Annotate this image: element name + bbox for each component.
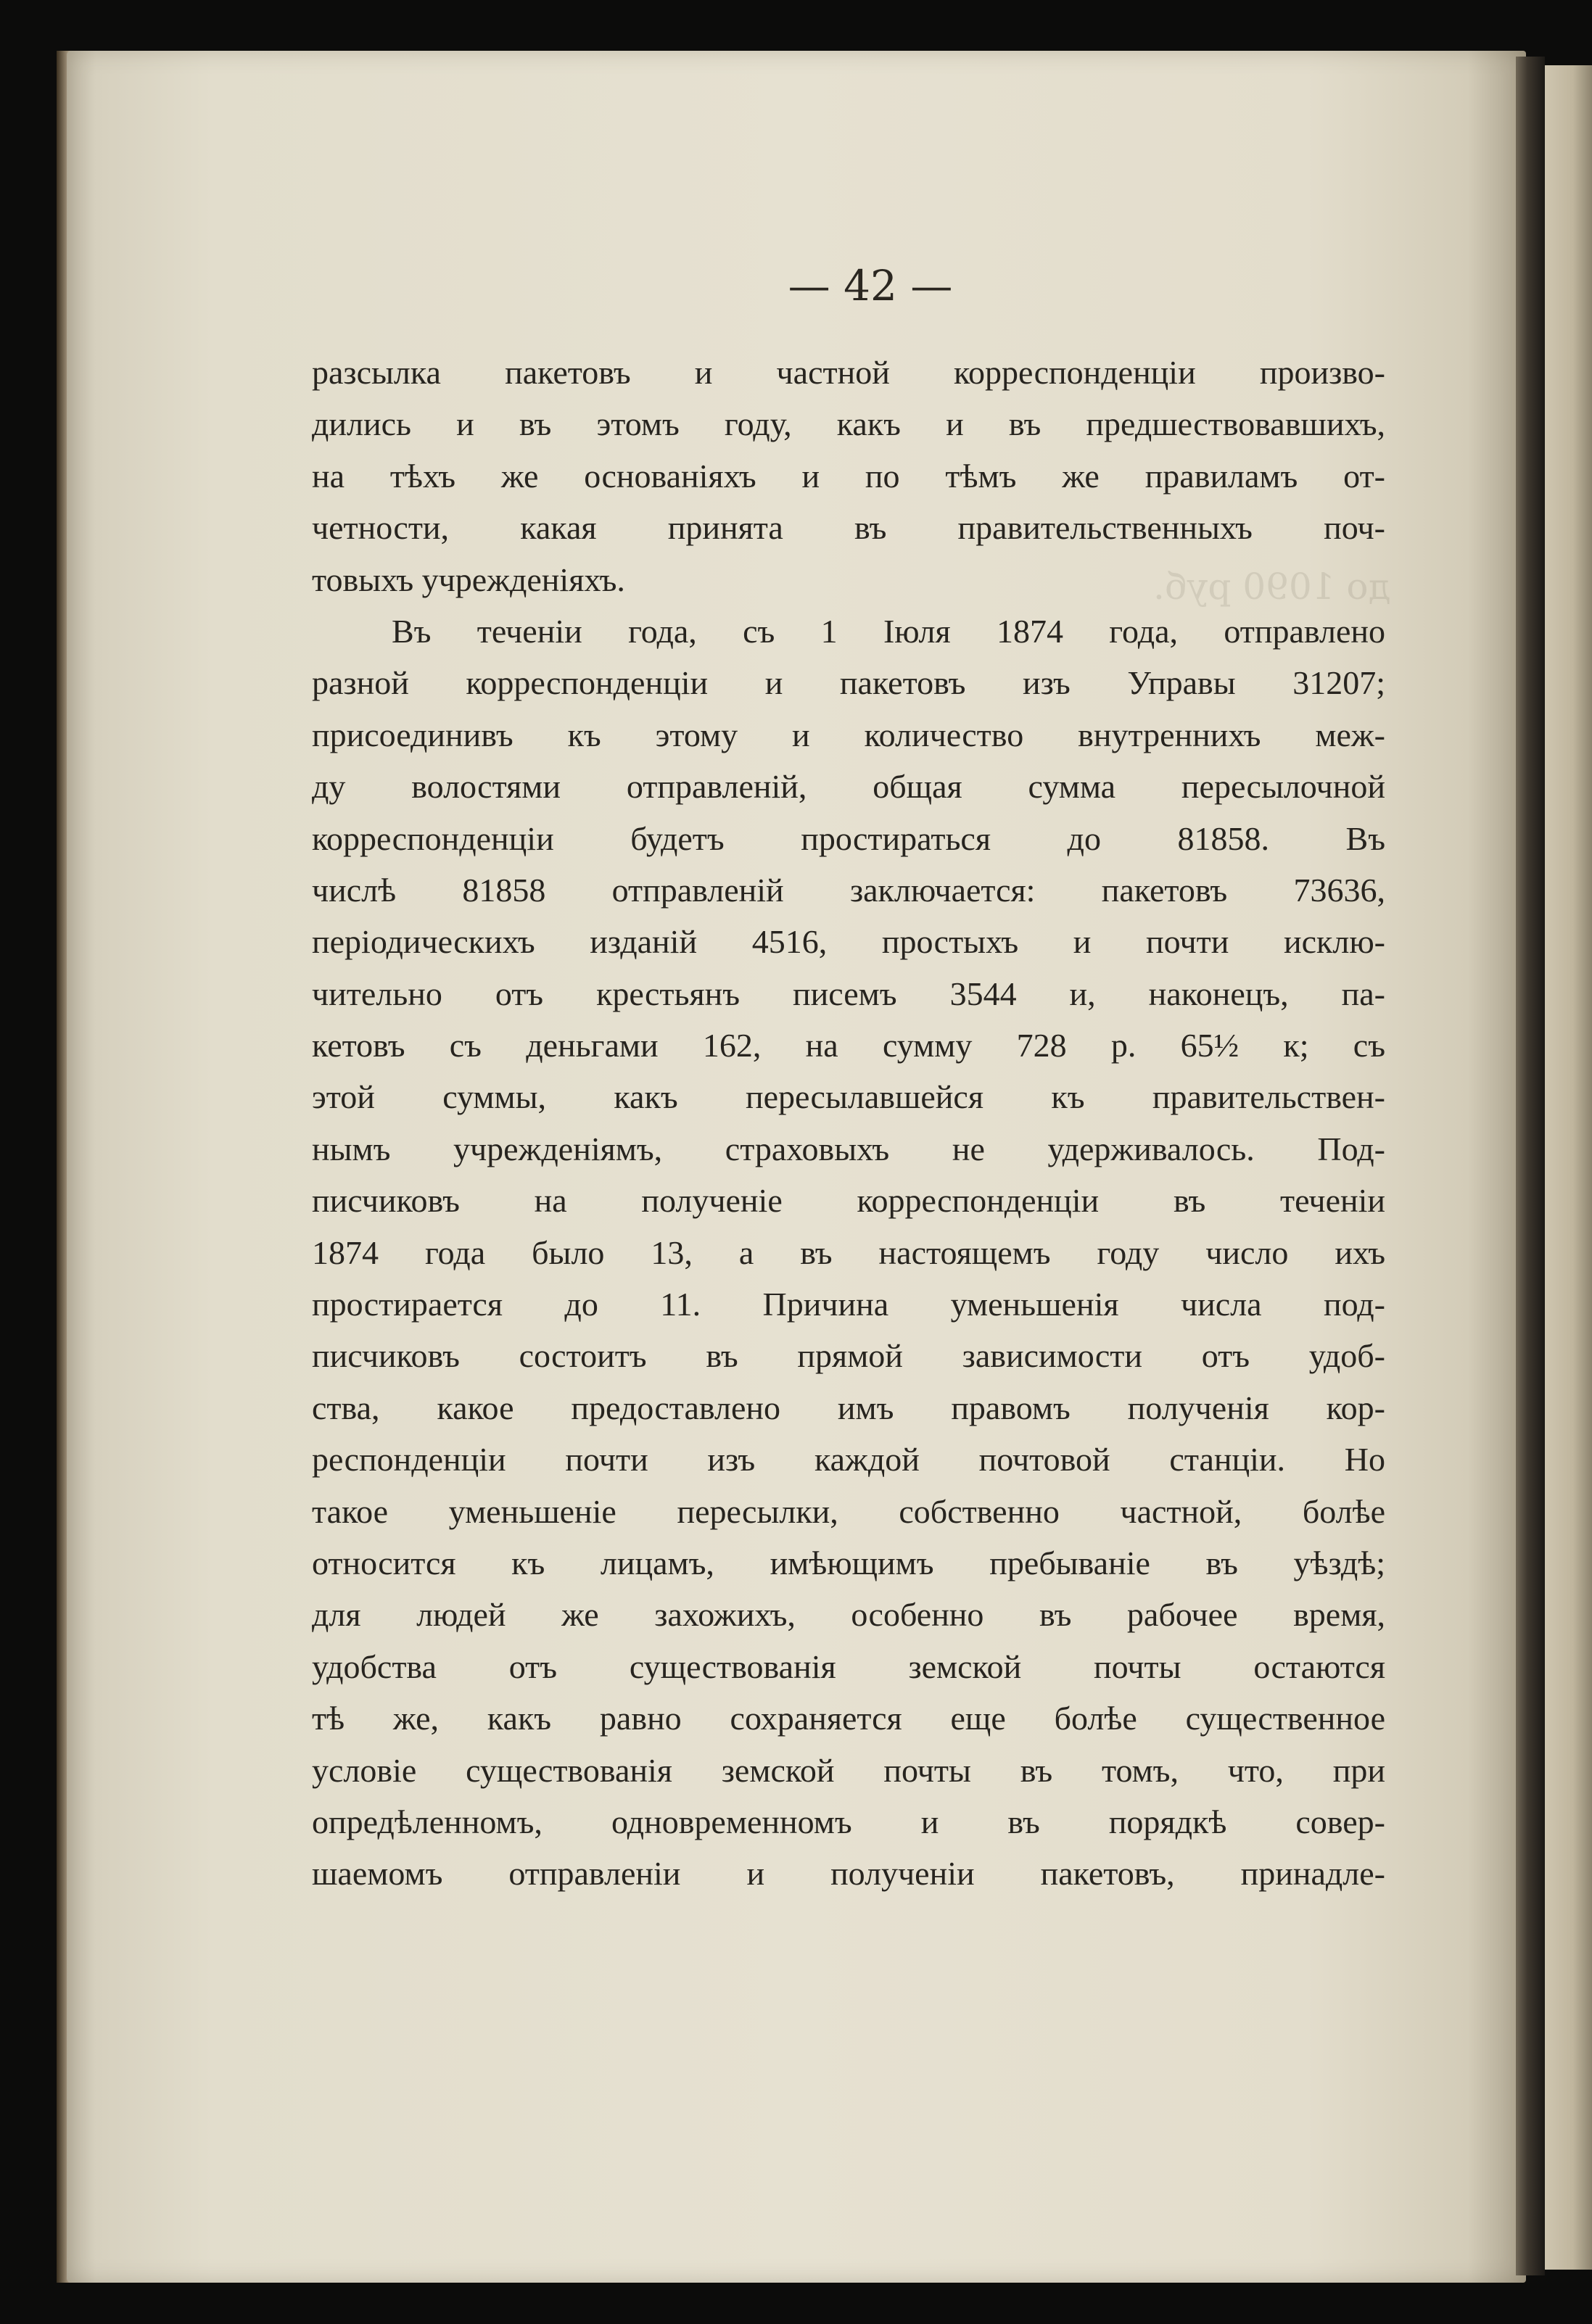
text-line: относится къ лицамъ, имѣющимъ пребываніе въ уѣздѣ; <box>312 1544 1385 1581</box>
text-line: простирается до 11. Причина уменьшенія числа под- <box>312 1286 1385 1323</box>
text-line: Въ теченіи года, съ 1 Іюля 1874 года, отправлено <box>392 612 1385 650</box>
text-line: писчиковъ на полученіе корреспонденціи въ теченіи <box>312 1182 1385 1220</box>
text-line: опредѣленномъ, одновременномъ и въ порядкѣ совер- <box>312 1803 1385 1840</box>
text-line: писчиковъ состоитъ въ прямой зависимости отъ удоб- <box>312 1337 1385 1375</box>
text-line: такое уменьшеніе пересылки, собственно частной, болѣе <box>312 1492 1385 1530</box>
text-line: періодическихъ изданій 4516, простыхъ и почти исклю- <box>312 923 1385 961</box>
text-line: ства, какое предоставлено имъ правомъ полученія кор- <box>312 1389 1385 1426</box>
text-line: числѣ 81858 отправленій заключается: пакетовъ 73636, <box>312 871 1385 909</box>
text-line: кетовъ съ деньгами 162, на сумму 728 р. 65½ к; съ <box>312 1027 1385 1064</box>
text-line: этой суммы, какъ пересылавшейся къ правительствен- <box>312 1078 1385 1116</box>
page-gutter-shadow <box>1516 57 1545 2275</box>
text-line: респонденціи почти изъ каждой почтовой станціи. Но <box>312 1441 1385 1479</box>
text-line: условіе существованія земской почты въ томъ, что, при <box>312 1751 1385 1789</box>
text-line: 1874 года было 13, а въ настоящемъ году число ихъ <box>312 1233 1385 1271</box>
adjacent-page-edge <box>1545 65 1592 2270</box>
text-line: товыхъ учрежденіяхъ. <box>312 561 625 598</box>
text-line: разсылка пакетовъ и частной корреспонденціи произво- <box>312 354 1385 391</box>
text-line: дились и въ этомъ году, какъ и въ предшествовавшихъ, <box>312 405 1385 443</box>
text-line: ду волостями отправленій, общая сумма пересылочной <box>312 768 1385 806</box>
text-line: на тѣхъ же основаніяхъ и по тѣмъ же правиламъ от- <box>312 457 1385 495</box>
body-text <box>312 347 1385 1900</box>
bleed-through-text: до 1090 руб. <box>1153 566 1391 608</box>
text-line: шаемомъ отправленіи и полученіи пакетовъ, принадле- <box>312 1855 1385 1893</box>
text-line: тѣ же, какъ равно сохраняется еще болѣе существенное <box>312 1700 1385 1737</box>
text-line: корреспонденціи будетъ простираться до 81858. Въ <box>312 819 1385 857</box>
text-line: присоединивъ къ этому и количество внутреннихъ меж- <box>312 716 1385 753</box>
text-line: для людей же захожихъ, особенно въ рабочее время, <box>312 1596 1385 1634</box>
text-line: разной корреспонденціи и пакетовъ изъ Управы 31207; <box>312 664 1385 702</box>
text-line: нымъ учрежденіямъ, страховыхъ не удерживалось. Под- <box>312 1130 1385 1167</box>
text-line: чительно отъ крестьянъ писемъ 3544 и, наконецъ, па- <box>312 975 1385 1012</box>
page-number: — 42 — <box>788 261 953 310</box>
text-line: четности, какая принята въ правительственныхъ поч- <box>312 509 1385 547</box>
text-line: удобства отъ существованія земской почты остаются <box>312 1647 1385 1685</box>
